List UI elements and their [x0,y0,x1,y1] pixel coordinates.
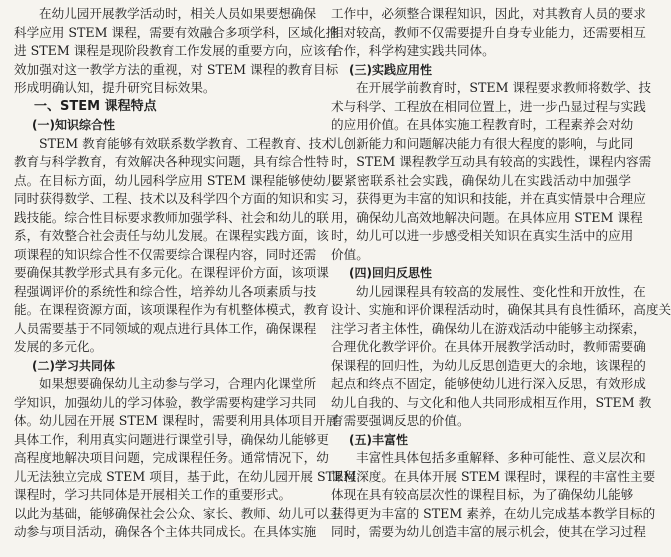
text-line: 进 STEM 课程是现阶段教育工作发展的重要方向，应该有 [14,43,339,58]
text-line: 高程度地解决项目问题，完成课程任务。通常情况下，幼 [14,450,329,465]
section-heading: (二)学习共同体 [32,358,115,373]
text-line: 的应用价值。在具体实施工程教育时，工程素养会对幼 [331,117,634,132]
text-line: 在开展学前教育时，STEM 课程要求教师将数学、技 [356,80,651,95]
text-line: 如果想要确保幼儿主动参与学习，合理内化课堂所 [39,376,317,391]
text-line: 合作，科学构建实践共同体。 [331,43,495,58]
text-line: 价值。 [331,246,369,262]
text-line: 学知识，加强幼儿的学习体验，教学需要构建学习共同 [14,394,317,410]
text-line: 体。幼儿园在开展 STEM 课程时，需要利用具体项目开展 [14,413,339,428]
text-line: 要紧密联系社会实践，确保幼儿在实践活动中加强学 [331,172,631,188]
text-line: 起点和终点不固定，能够使幼儿进行深入反思，有效形成 [331,376,646,391]
text-line: 教育与科学教育，有效解决各种现实问题，具有综合性特 [14,154,329,169]
text-line: 要确保其教学形式具有多元化。在课程评价方面，该项课 [14,265,329,280]
text-line: 体现在具有较高层次性的课程目标，为了确保幼儿能够 [331,487,634,502]
text-line: 科学应用 STEM 课程，需要有效融合多项学科，区域化推 [14,24,339,40]
text-line: 时，STEM 课程教学互动具有较高的实践性，课程内容需 [331,154,652,169]
text-line: 儿创新能力和问题解决能力有很大程度的影响，与此同 [331,135,634,151]
text-line: 保课程的回归性，为幼儿反思创造更大的余地，该课程的 [331,357,646,373]
text-line: 幼儿园课程具有较高的发展性、变化性和开放性，在 [356,283,646,299]
text-line: 具体工作，利用真实问题进行课堂引导，确保幼儿能够更 [14,431,329,447]
text-line: 时，幼儿可以进一步感受相关知识在真实生活中的应用 [331,228,634,243]
text-line: 同时，需要为幼儿创造丰富的展示机会，使其在学习过程 [331,524,646,539]
text-line: 术与科学、工程放在相同位置上，进一步凸显过程与实践 [331,98,646,114]
text-line: 效加强对这一教学方法的重视，对 STEM 课程的教育目标 [14,61,339,77]
text-line: 工作中，必须整合课程知识，因此，对其教育人员的要求 [331,6,646,21]
text-line: 人员需要基于不同领域的观点进行具体工作，确保课程 [14,320,317,336]
text-line: 合理优化教学评价。在具体开展教学活动时，教师需要确 [331,339,646,354]
text-line: 幼儿自我的、与文化和他人共同形成相互作用，STEM 教 [331,394,652,410]
text-line: 同时获得数学、工程、技术以及科学四个方面的知识和实 [14,191,329,206]
text-line: 用，确保幼儿高效地解决问题。在具体应用 STEM 课程 [331,209,643,225]
text-line: 动参与项目活动，确保各个主体共同成长。在具体实施 [14,524,317,539]
text-line: 获得更为丰富的 STEM 素养，在幼儿完成基本教学目标的 [331,505,656,521]
text-line: 在幼儿园开展教学活动时，相关人员如果要想确保 [39,6,317,21]
text-line: 点。在目标方面，幼儿园科学应用 STEM 课程能够使幼儿 [14,172,339,188]
text-line: 课程深度。在具体开展 STEM 课程时，课程的丰富性主要 [331,468,656,484]
text-line: 发展的多元化。 [14,339,103,354]
text-line: 注学习者主体性，确保幼儿在游戏活动中能够主动探索， [331,320,646,336]
text-line: 习，获得更为丰富的知识和技能，并在真实情景中合理应 [331,191,646,206]
text-line: 课程时，学习共同体是开展相关工作的重要形式。 [14,487,292,502]
text-line: 系，有效整合社会责任与幼儿发展。在课程实践方面，该 [14,228,329,243]
section-heading: (一)知识综合性 [32,118,115,132]
section-heading: (五)丰富性 [349,432,408,447]
text-line: 能。在课程资源方面，该项课程作为有机整体模式，教育 [14,302,329,317]
text-line: 儿无法独立完成 STEM 项目，基于此，在幼儿园开展 STEM [14,468,357,484]
text-line: 丰富性具体包括多重解释、多种可能性、意义层次和 [356,450,646,465]
text-line: 形成明确认知，提升研究目标效果。 [14,80,216,95]
text-line: 项课程的知识综合性不仅需要综合课程内容，同时还需 [14,246,317,262]
text-line: 设计、实施和评价课程活动时，确保其具有良性循环，高度关 [331,302,671,317]
text-line: 育需要强调反思的价值。 [331,413,470,428]
text-line: 程强调评价的系统性和综合性，培养幼儿各项素质与技 [14,283,317,299]
text-line: 践技能。综合性目标要求教师加强学科、社会和幼儿的联 [14,209,329,225]
right-column [331,5,671,542]
section-heading: (三)实践应用性 [349,62,432,77]
section-heading: 一、STEM 课程特点 [34,98,157,114]
text-line: 以此为基础，能够确保社会公众、家长、教师、幼儿可以主 [14,505,342,521]
text-line: STEM 教育能够有效联系数学教育、工程教育、技术 [39,135,334,151]
text-line: 相对较高，教师不仅需要提升自身专业能力，还需要相互 [331,24,646,40]
section-heading: (四)回归反思性 [349,266,432,280]
